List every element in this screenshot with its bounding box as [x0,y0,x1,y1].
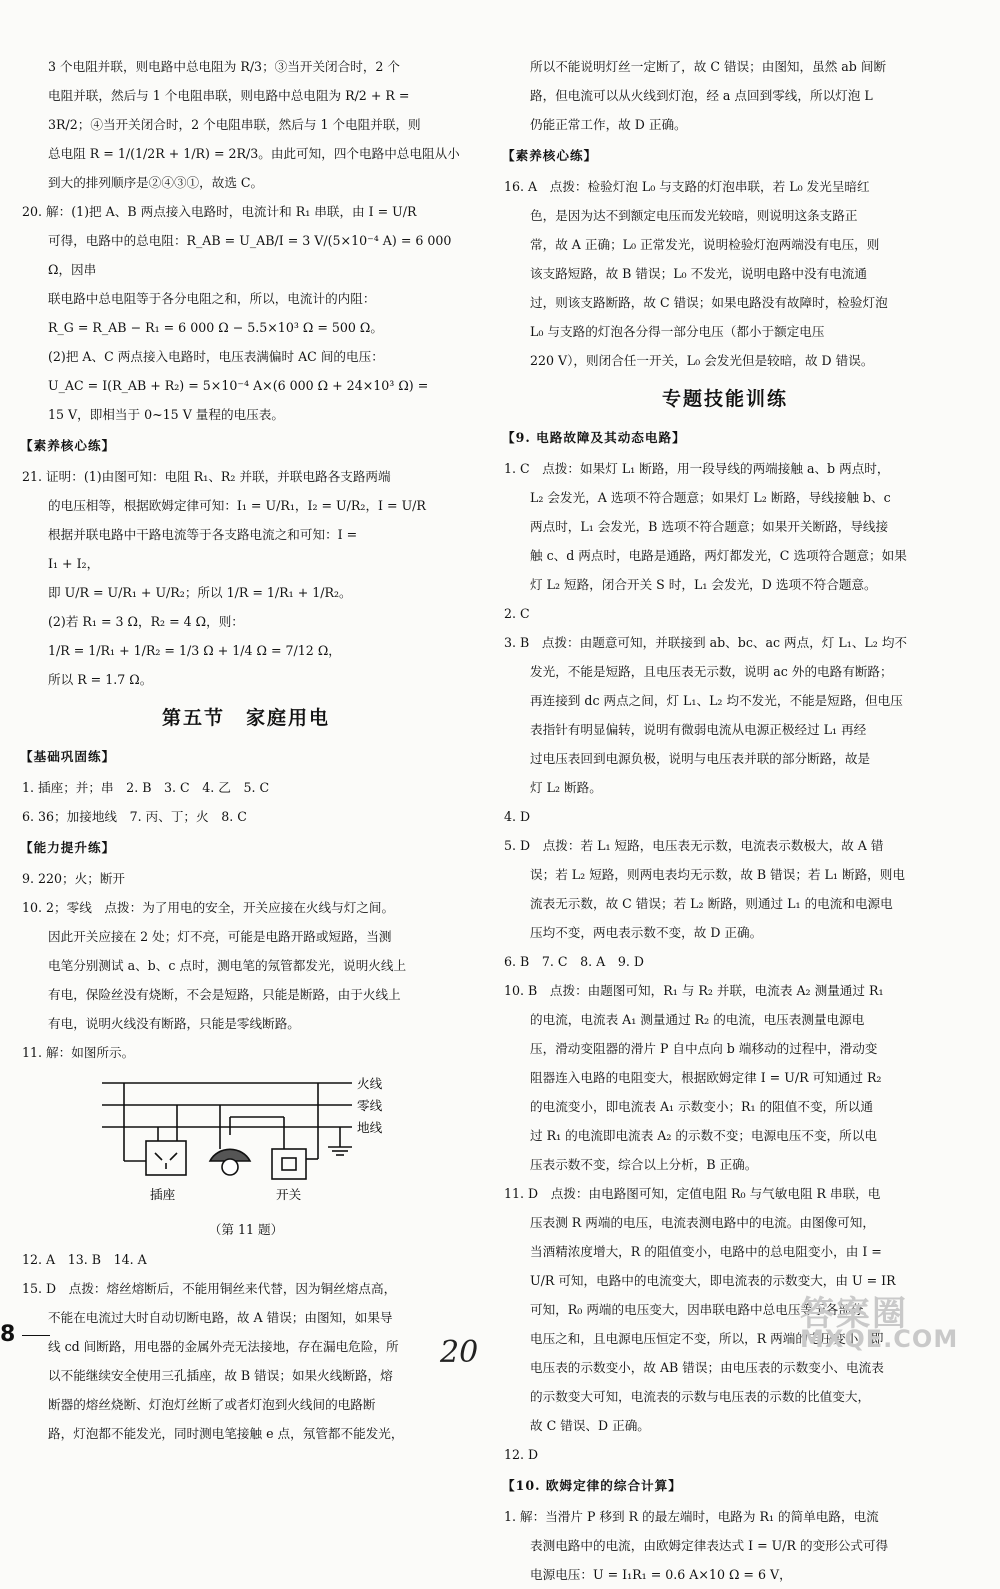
label-switch: 开关 [276,1187,302,1202]
text-line: 5. D 点拨：若 L₁ 短路，电压表无示数，电流表示数极大，故 A 错 [504,838,884,853]
text-line: 可得，电路中的总电阻：R_AB = U_AB/I = 3 V/(5×10⁻⁴ A) = 6 000 Ω，因串 [48,233,452,277]
text-line: 故 C 错误、D 正确。 [530,1418,650,1433]
topic9-q5 [504,831,946,947]
text-line: 仍能正常工作，故 D 正确。 [530,117,687,132]
left-column [22,52,470,1448]
text-line: 断器的熔丝烧断、灯泡灯丝断了或者灯泡到火线间的电路断 [48,1397,376,1412]
page-number-rule [22,1335,50,1336]
text-line: 1. C 点拨：如果灯 L₁ 断路，用一段导线的两端接触 a、b 两点时， [504,461,890,476]
text-line: 所以不能说明灯丝一定断了，故 C 错误；由图知，虽然 ab 间断 [530,59,887,74]
question-15 [22,1274,470,1448]
text-line: 灯 L₂ 短路，闭合开关 S 时，L₁ 会发光，D 选项不符合题意。 [530,577,877,592]
question-10 [22,893,470,1038]
label-live: 火线 [357,1076,383,1091]
text-line: 有电，说明火线没有断路，只能是零线断路。 [48,1016,300,1031]
text-line: 的示数变大可知，电流表的示数与电压表的示数的比值变大， [530,1389,871,1404]
handwritten-note: 20 [440,1335,479,1370]
text-line: 10. 2；零线 点拨：为了用电的安全，开关应接在火线与灯之间。 [22,900,395,915]
text-line: 16. A 点拨：检验灯泡 L₀ 与支路的灯泡串联，若 L₀ 发光呈暗红 [504,179,870,194]
text-line: 过 R₁ 的电流即电流表 A₂ 的示数不变；电源电压不变，所以电 [530,1128,877,1143]
topic9-q1 [504,454,946,599]
text-line: 可知，R₀ 两端的电压变大，因串联电路中总电压等于各部分 [530,1302,864,1317]
answer-line: 4. D [504,809,531,824]
text-line: 有电，保险丝没有烧断，不会是短路，只能是断路，由于火线上 [48,987,401,1002]
text-line: 路，灯泡都不能发光，同时测电笔接触 e 点，氖管都不能发光， [48,1426,404,1441]
text-line: 21. 证明：(1)由图可知：电阻 R₁、R₂ 并联，并联电路各支路两端 [22,469,391,484]
text-line: 误；若 L₂ 短路，则两电表均无示数，故 B 错误；若 L₁ 断路，则电 [530,867,905,882]
text-line: 触 c、d 两点时，电路是通路，两灯都发光，C 选项符合题意；如果 [530,548,907,563]
text-line: R_G = R_AB − R₁ = 6 000 Ω − 5.5×10³ Ω = 500 Ω。 [48,320,383,335]
watermark-domain: MXQE.COM [800,1325,959,1353]
label-neutral: 零线 [357,1098,383,1113]
text-line: L₂ 会发光，A 选项不符合题意；如果灯 L₂ 断路，导线接触 b、c [530,490,891,505]
q19-continuation [22,52,470,197]
text-line: U_AC = I(R_AB + R₂) = 5×10⁻⁴ A×(6 000 Ω + 24×10³ Ω) = [48,378,429,393]
answer-line: 1. 插座；并；串 2. B 3. C 4. 乙 5. C [22,780,270,795]
text-line: 常，故 A 正确；L₀ 正常发光，说明检验灯泡两端没有电压，则 [530,237,880,252]
text-line: 表测电路中的电流，由欧姆定律表达式 I = U/R 的变形公式可得 [530,1538,889,1553]
text-line: 3. B 点拨：由题意可知，并联接到 ab、bc、ac 两点，灯 L₁、L₂ 均不 [504,635,908,650]
text-line: 当酒精浓度增大，R 的阻值变小，电路中的总电阻变小，由 I = [530,1244,882,1259]
text-line: 11. D 点拨：由电路图可知，定值电阻 R₀ 与气敏电阻 R 串联，电 [504,1186,881,1201]
answer-line: 6. B 7. C 8. A 9. D [504,954,644,969]
text-line: 1. 解：当滑片 P 移到 R 的最左端时，电路为 R₁ 的简单电路，电流 [504,1509,879,1524]
text-line: 该支路短路，故 B 错误；L₀ 不发光，说明电路中没有电流通 [530,266,867,281]
text-line: 不能在电流过大时自动切断电路，故 A 错误；由图知，如果导 [48,1310,393,1325]
label-ground: 地线 [357,1120,383,1135]
watermark-logo-text: 答案圈 [800,1294,908,1334]
text-line: 灯 L₂ 断路。 [530,780,602,795]
q15-continuation [504,52,946,139]
text-line: 电压表的示数变小，故 AB 错误；由电压表的示数变小、电流表 [530,1360,884,1375]
text-line: L₀ 与支路的灯泡各分得一部分电压（都小于额定电压 [530,324,825,339]
text-line: 以不能继续安全使用三孔插座，故 B 错误；如果火线断路，熔 [48,1368,393,1383]
wiring-diagram [22,1069,470,1219]
label-socket: 插座 [150,1187,176,1202]
section-tag: 【9. 电路故障及其动态电路】 [502,430,686,445]
text-line: 电源电压：U = I₁R₁ = 0.6 A×10 Ω = 6 V， [530,1567,792,1582]
text-line: 的电流变小，即电流表 A₁ 示数变小；R₁ 的阻值不变，所以通 [530,1099,873,1114]
text-line: 流表无示数，故 C 错误；若 L₂ 断路，则通过 L₁ 的电流和电源电 [530,896,893,911]
text-line: 过，则该支路断路，故 C 错误；如果电路没有故障时，检验灯泡 [530,295,888,310]
section-tag: 【基础巩固练】 [20,749,116,764]
topic10-q1 [504,1502,946,1589]
text-line: 的电压相等，根据欧姆定律可知：I₁ = U/R₁，I₂ = U/R₂，I = U/R [48,498,426,513]
answer-line: 2. C [504,606,530,621]
text-line: (2)把 A、C 两点接入电路时，电压表满偏时 AC 间的电压： [48,349,384,364]
text-line: 所以 R = 1.7 Ω。 [48,672,153,687]
text-line: 阻器连入电路的电阻变大，根据欧姆定律 I = U/R 可知通过 R₂ [530,1070,882,1085]
socket-box [146,1141,186,1175]
text-line: 电压之和，且电源电压恒定不变，所以，R 两端的电压变小，即 [530,1331,884,1346]
question-16 [504,172,946,375]
text-line: U/R 可知，电路中的电流变大，即电流表的示数变大，由 U = IR [530,1273,896,1288]
text-line: 220 V），则闭合任一开关，L₀ 会发光但是较暗，故 D 错误。 [530,353,874,368]
text-line: 发光，不能是短路，且电压表无示数，说明 ac 外的电路有断路； [530,664,893,679]
text-line: 因此开关应接在 2 处；灯不亮，可能是电路开路或短路，当测 [48,929,392,944]
topic-title: 专题技能训练 [661,388,788,410]
text-line: 3R/2；④当开关闭合时，2 个电阻串联，然后与 1 个电阻并联，则 [48,117,421,132]
circuit-figure [22,1069,470,1219]
figure-caption: （第 11 题） [208,1222,284,1237]
text-line: 压均不变，两电表示数不变，故 D 正确。 [530,925,763,940]
text-line: 1/R = 1/R₁ + 1/R₂ = 1/3 Ω + 1/4 Ω = 7/12 Ω， [48,643,341,658]
answer-line: 12. A 13. B 14. A [22,1252,147,1267]
text-line: 表指针有明显偏转，说明有微弱电流从电源正极经过 L₁ 再经 [530,722,867,737]
text-line: 3 个电阻并联，则电路中总电阻为 R/3；③当开关闭合时，2 个 [48,59,401,74]
topic9-q10 [504,976,946,1179]
text-line: 再连接到 dc 两点之间，灯 L₁、L₂ 均不发光，不能是短路，但电压 [530,693,903,708]
section-title: 第五节 家庭用电 [161,707,330,729]
text-line: 10. B 点拨：由题图可知，R₁ 与 R₂ 并联，电流表 A₂ 测量通过 R₁ [504,983,884,998]
text-line: 电阻并联，然后与 1 个电阻串联，则电路中总电阻为 R/2 + R = [48,88,410,103]
text-line: 线 cd 间断路，用电器的金属外壳无法接地，存在漏电危险，所 [48,1339,399,1354]
answer-line: 11. 解：如图所示。 [22,1045,135,1060]
section-tag: 【素养核心练】 [502,148,598,163]
text-line: 总电阻 R = 1/(1/2R + 1/R) = 2R/3。由此可知，四个电路中总电阻从小 [48,146,460,161]
answer-line: 6. 36；加接地线 7. 丙、丁；火 8. C [22,809,247,824]
topic9-q3 [504,628,946,802]
text-line: I₁ + I₂， [48,556,100,571]
answer-line: 12. D [504,1447,539,1462]
question-21 [22,462,470,694]
text-line: 联电路中总电阻等于各分电阻之和，所以，电流计的内阻： [48,291,376,306]
text-line: 即 U/R = U/R₁ + U/R₂；所以 1/R = 1/R₁ + 1/R₂。 [48,585,352,600]
text-line: 色，是因为达不到额定电压而发光较暗，则说明这条支路正 [530,208,858,223]
page-number: 8 [0,1322,16,1347]
section-tag: 【10. 欧姆定律的综合计算】 [502,1478,682,1493]
section-tag: 【素养核心练】 [20,438,116,453]
text-line: 压表测 R 两端的电压，电流表测电路中的电流。由图像可知， [530,1215,875,1230]
text-line: 过电压表回到电源负极，说明与电压表并联的部分断路，故是 [530,751,871,766]
section-tag: 【能力提升练】 [20,840,116,855]
text-line: 压，滑动变阻器的滑片 P 自中点向 b 端移动的过程中，滑动变 [530,1041,878,1056]
text-line: 的电流，电流表 A₁ 测量通过 R₂ 的电流，电压表测量电源电 [530,1012,865,1027]
switch-box [272,1149,306,1179]
answer-line: 9. 220；火；断开 [22,871,126,886]
question-20 [22,197,470,429]
text-line: 15. D 点拨：熔丝熔断后，不能用铜丝来代替，因为铜丝熔点高， [22,1281,397,1296]
text-line: 15 V，即相当于 0~15 V 量程的电压表。 [48,407,284,422]
text-line: 路，但电流可以从火线到灯泡，经 a 点回到零线，所以灯泡 L [530,88,873,103]
text-line: (2)若 R₁ = 3 Ω，R₂ = 4 Ω，则： [48,614,244,629]
text-line: 到大的排列顺序是②④③①，故选 C。 [48,175,264,190]
site-watermark [800,1294,990,1390]
text-line: 压表示数不变，综合以上分析，B 正确。 [530,1157,758,1172]
text-line: 20. 解：(1)把 A、B 两点接入电路时，电流计和 R₁ 串联，由 I = U/R [22,204,417,219]
text-line: 电笔分别测试 a、b、c 点时，测电笔的氖管都发光，说明火线上 [48,958,407,973]
text-line: 两点时，L₁ 会发光，B 选项不符合题意；如果开关断路，导线接 [530,519,889,534]
text-line: 根据并联电路中干路电流等于各支路电流之和可知：I = [48,527,358,542]
